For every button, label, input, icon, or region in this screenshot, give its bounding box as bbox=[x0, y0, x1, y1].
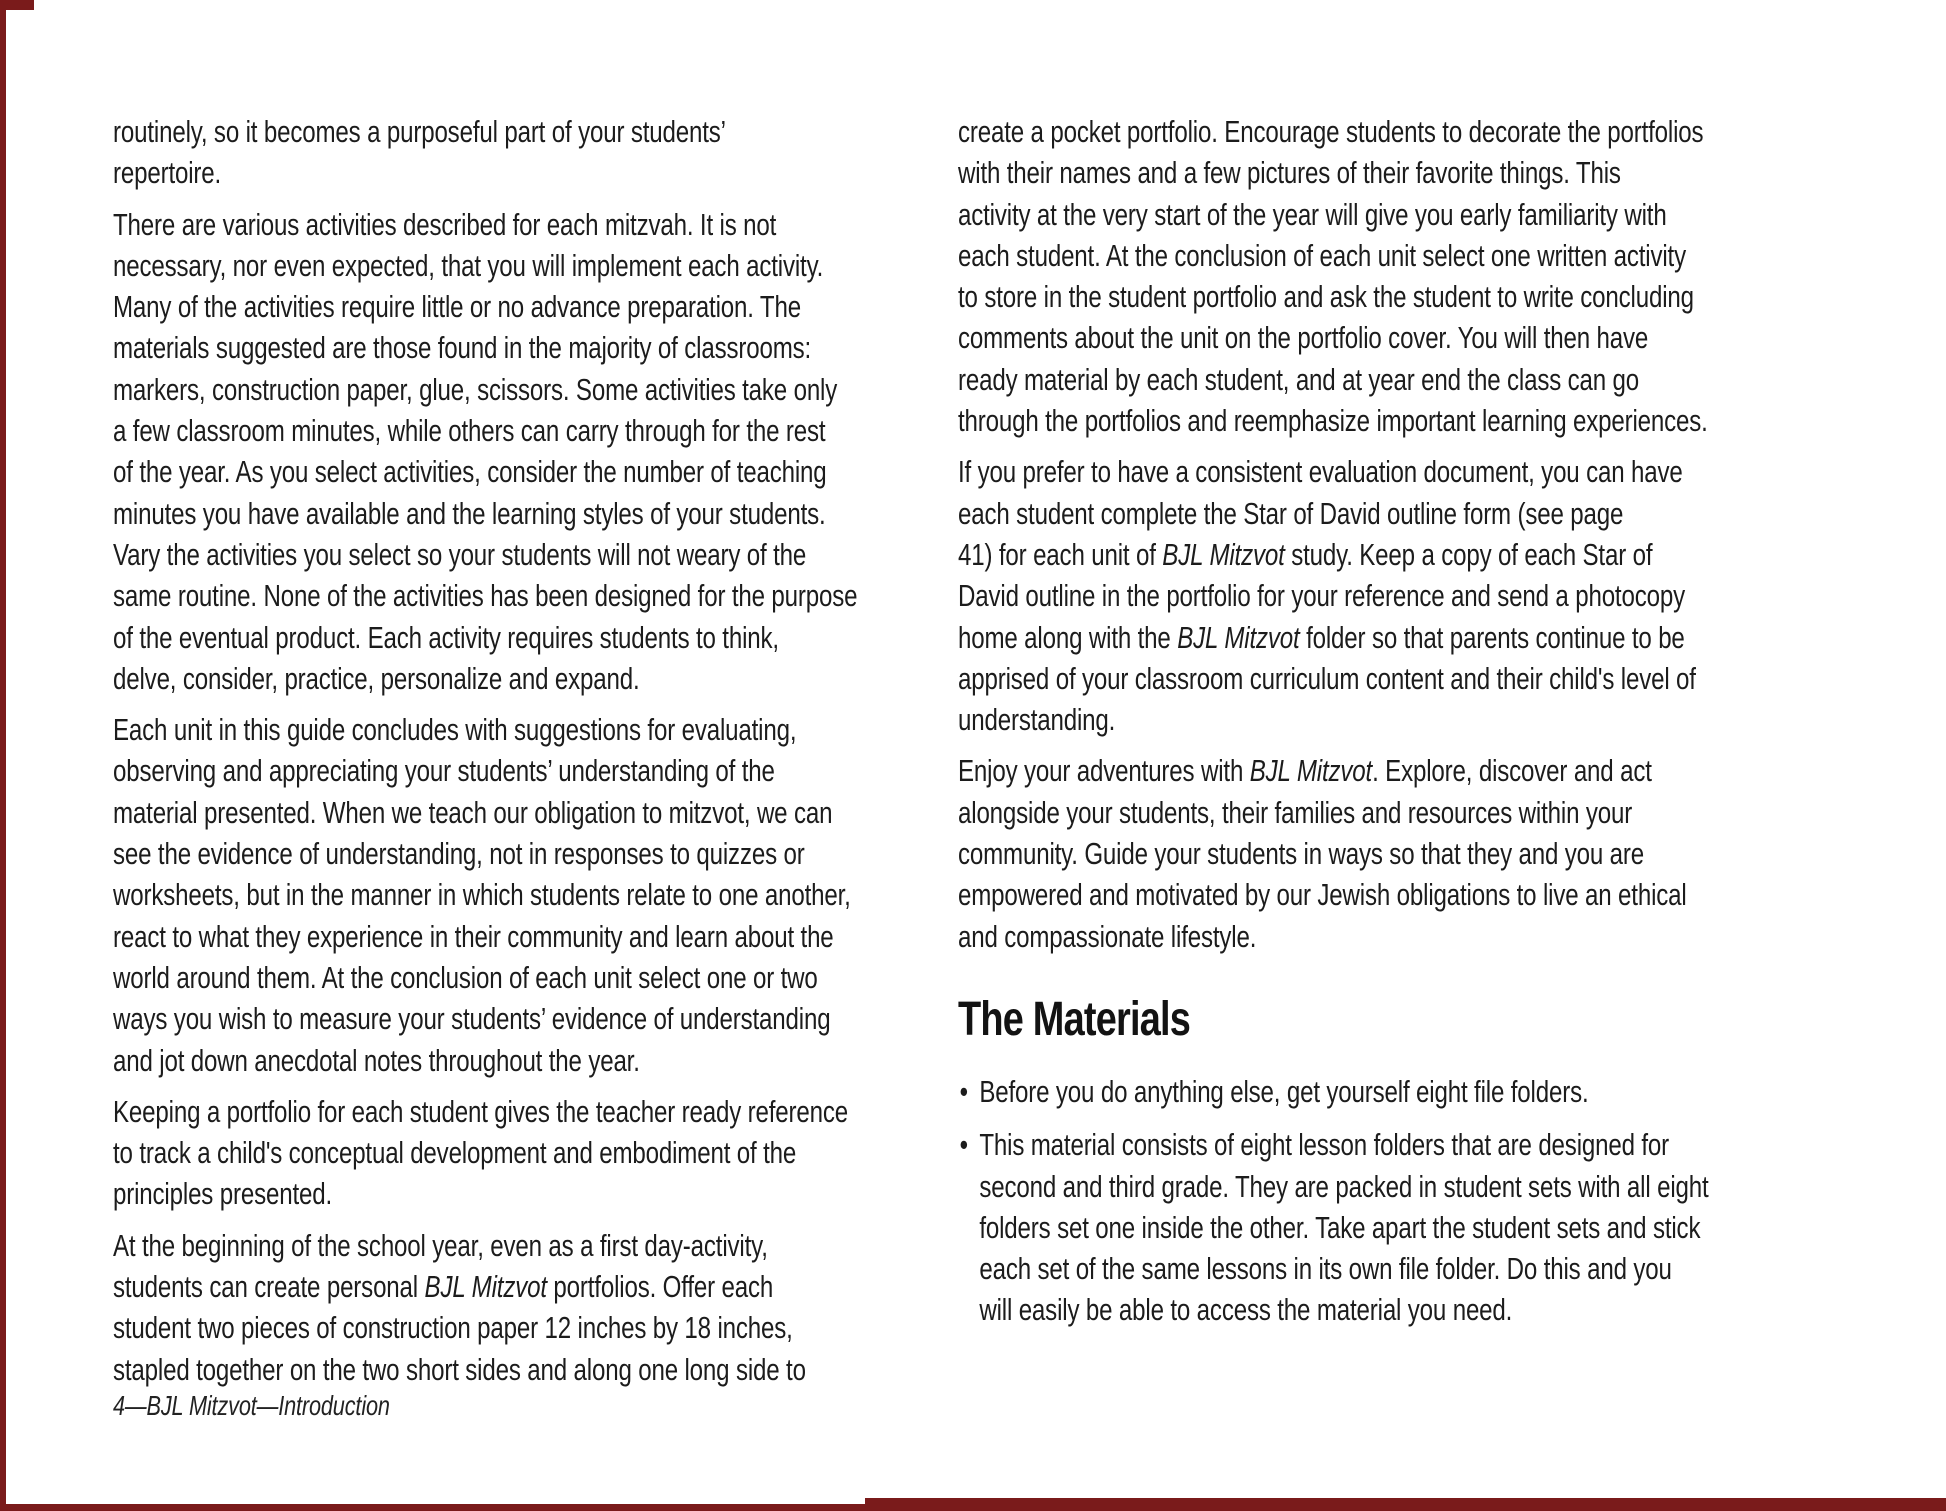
text-line: David outline in the portfolio for your reference and send a photocopy bbox=[958, 579, 1685, 614]
text-line: routinely, so it becomes a purposeful part of your students’ bbox=[113, 115, 726, 149]
text-line: Each unit in this guide concludes with suggestions for evaluating, bbox=[113, 713, 797, 748]
page-edge-bottom-right bbox=[865, 1498, 1946, 1511]
text-line: and jot down anecdotal notes throughout the year. bbox=[113, 1043, 640, 1078]
text-line: understanding. bbox=[958, 703, 1116, 738]
text-line: to track a child's conceptual development and embodiment of the bbox=[113, 1136, 797, 1171]
text-line: of the eventual product. Each activity requires students to think, bbox=[113, 620, 779, 655]
bullet-icon: • bbox=[959, 1074, 968, 1109]
italic-title-text: BJL Mitzvot bbox=[1177, 620, 1300, 655]
left-text-column bbox=[113, 112, 915, 1401]
text-line: home along with the BJL Mitzvot folder so that parents continue to be bbox=[958, 620, 1685, 655]
paragraph bbox=[958, 751, 1815, 957]
text-line: will easily be able to access the material you need. bbox=[979, 1293, 1513, 1328]
text-line: This material consists of eight lesson folders that are designed for bbox=[979, 1128, 1670, 1163]
text-line: materials suggested are those found in the majority of classrooms: bbox=[113, 331, 812, 366]
text-line: to store in the student portfolio and ask the student to write concluding bbox=[958, 280, 1694, 315]
text-line: markers, construction paper, glue, scissors. Some activities take only bbox=[113, 372, 838, 407]
text-line: empowered and motivated by our Jewish obligations to live an ethical bbox=[958, 878, 1687, 913]
text-line: create a pocket portfolio. Encourage students to decorate the portfolios bbox=[958, 115, 1704, 149]
text-line: with their names and a few pictures of their favorite things. This bbox=[958, 156, 1621, 191]
text-line: delve, consider, practice, personalize and expand. bbox=[113, 661, 640, 696]
text-line: student two pieces of construction paper 12 inches by 18 inches, bbox=[113, 1311, 793, 1346]
text-line: students can create personal BJL Mitzvot portfolios. Offer each bbox=[113, 1270, 774, 1305]
bullet-item bbox=[958, 1125, 1815, 1331]
text-line: see the evidence of understanding, not in responses to quizzes or bbox=[113, 837, 805, 872]
paragraph bbox=[113, 112, 915, 195]
text-line: second and third grade. They are packed in student sets with all eight bbox=[979, 1169, 1709, 1204]
text-line: 41) for each unit of BJL Mitzvot study. Keep a copy of each Star of bbox=[958, 537, 1653, 572]
text-line: Before you do anything else, get yourself eight file folders. bbox=[979, 1074, 1589, 1109]
text-line: activity at the very start of the year will give you early familiarity with bbox=[958, 197, 1667, 232]
text-line: repertoire. bbox=[113, 156, 222, 191]
right-paragraphs bbox=[958, 112, 1815, 958]
left-paragraphs bbox=[113, 112, 915, 1391]
page-footer: 4—BJL Mitzvot—Introduction bbox=[113, 1390, 390, 1421]
text-line: necessary, nor even expected, that you will implement each activity. bbox=[113, 248, 824, 283]
paragraph bbox=[113, 1226, 915, 1391]
text-line: world around them. At the conclusion of each unit select one or two bbox=[113, 960, 818, 995]
text-line: each student complete the Star of David outline form (see page bbox=[958, 496, 1624, 531]
text-line: each set of the same lessons in its own file folder. Do this and you bbox=[979, 1252, 1672, 1287]
text-line: apprised of your classroom curriculum content and their child's level of bbox=[958, 661, 1696, 696]
paragraph bbox=[113, 205, 915, 701]
text-line: folders set one inside the other. Take apart the student sets and stick bbox=[979, 1210, 1701, 1245]
paragraph bbox=[113, 710, 915, 1082]
text-line: react to what they experience in their community and learn about the bbox=[113, 919, 834, 954]
bullet-list bbox=[958, 1072, 1815, 1332]
text-line: Keeping a portfolio for each student gives the teacher ready reference bbox=[113, 1094, 849, 1129]
right-text-column bbox=[958, 112, 1815, 1344]
bullet-item bbox=[958, 1072, 1815, 1113]
italic-title-text: BJL Mitzvot bbox=[1162, 537, 1285, 572]
text-line: Many of the activities require little or no advance preparation. The bbox=[113, 290, 801, 325]
text-line: minutes you have available and the learning styles of your students. bbox=[113, 496, 826, 531]
text-line: alongside your students, their families and resources within your bbox=[958, 795, 1633, 830]
text-line: ways you wish to measure your students’ evidence of understanding bbox=[113, 1002, 831, 1037]
text-line: of the year. As you select activities, consider the number of teaching bbox=[113, 455, 827, 490]
page-edge-top-left-corner bbox=[0, 0, 34, 10]
text-line: observing and appreciating your students’ understanding of the bbox=[113, 754, 775, 789]
text-line: If you prefer to have a consistent evaluation document, you can have bbox=[958, 455, 1683, 490]
text-line: At the beginning of the school year, even as a first day-activity, bbox=[113, 1228, 768, 1263]
text-line: comments about the unit on the portfolio cover. You will then have bbox=[958, 321, 1649, 356]
text-line: worksheets, but in the manner in which students relate to one another, bbox=[113, 878, 851, 913]
text-line: a few classroom minutes, while others can carry through for the rest bbox=[113, 414, 826, 449]
text-line: Vary the activities you select so your students will not weary of the bbox=[113, 537, 807, 572]
paragraph bbox=[958, 452, 1815, 741]
text-line: stapled together on the two short sides and along one long side to bbox=[113, 1352, 806, 1387]
text-line: and compassionate lifestyle. bbox=[958, 919, 1257, 954]
page-edge-left bbox=[0, 0, 6, 1511]
text-line: through the portfolios and reemphasize important learning experiences. bbox=[958, 404, 1708, 439]
text-line: material presented. When we teach our obligation to mitzvot, we can bbox=[113, 795, 833, 830]
text-line: same routine. None of the activities has been designed for the purpose bbox=[113, 579, 858, 614]
italic-title-text: BJL Mitzvot bbox=[424, 1270, 547, 1305]
paragraph bbox=[113, 1092, 915, 1216]
paragraph bbox=[958, 112, 1815, 442]
text-line: ready material by each student, and at year end the class can go bbox=[958, 362, 1640, 397]
text-line: Enjoy your adventures with BJL Mitzvot. Explore, discover and act bbox=[958, 754, 1652, 789]
bullet-icon: • bbox=[959, 1128, 968, 1163]
text-line: community. Guide your students in ways so that they and you are bbox=[958, 837, 1645, 872]
section-heading-the-materials: The Materials bbox=[958, 992, 1191, 1046]
text-line: principles presented. bbox=[113, 1177, 333, 1212]
italic-title-text: BJL Mitzvot bbox=[1249, 754, 1373, 789]
text-line: each student. At the conclusion of each unit select one written activity bbox=[958, 238, 1686, 273]
text-line: There are various activities described for each mitzvah. It is not bbox=[113, 207, 777, 242]
